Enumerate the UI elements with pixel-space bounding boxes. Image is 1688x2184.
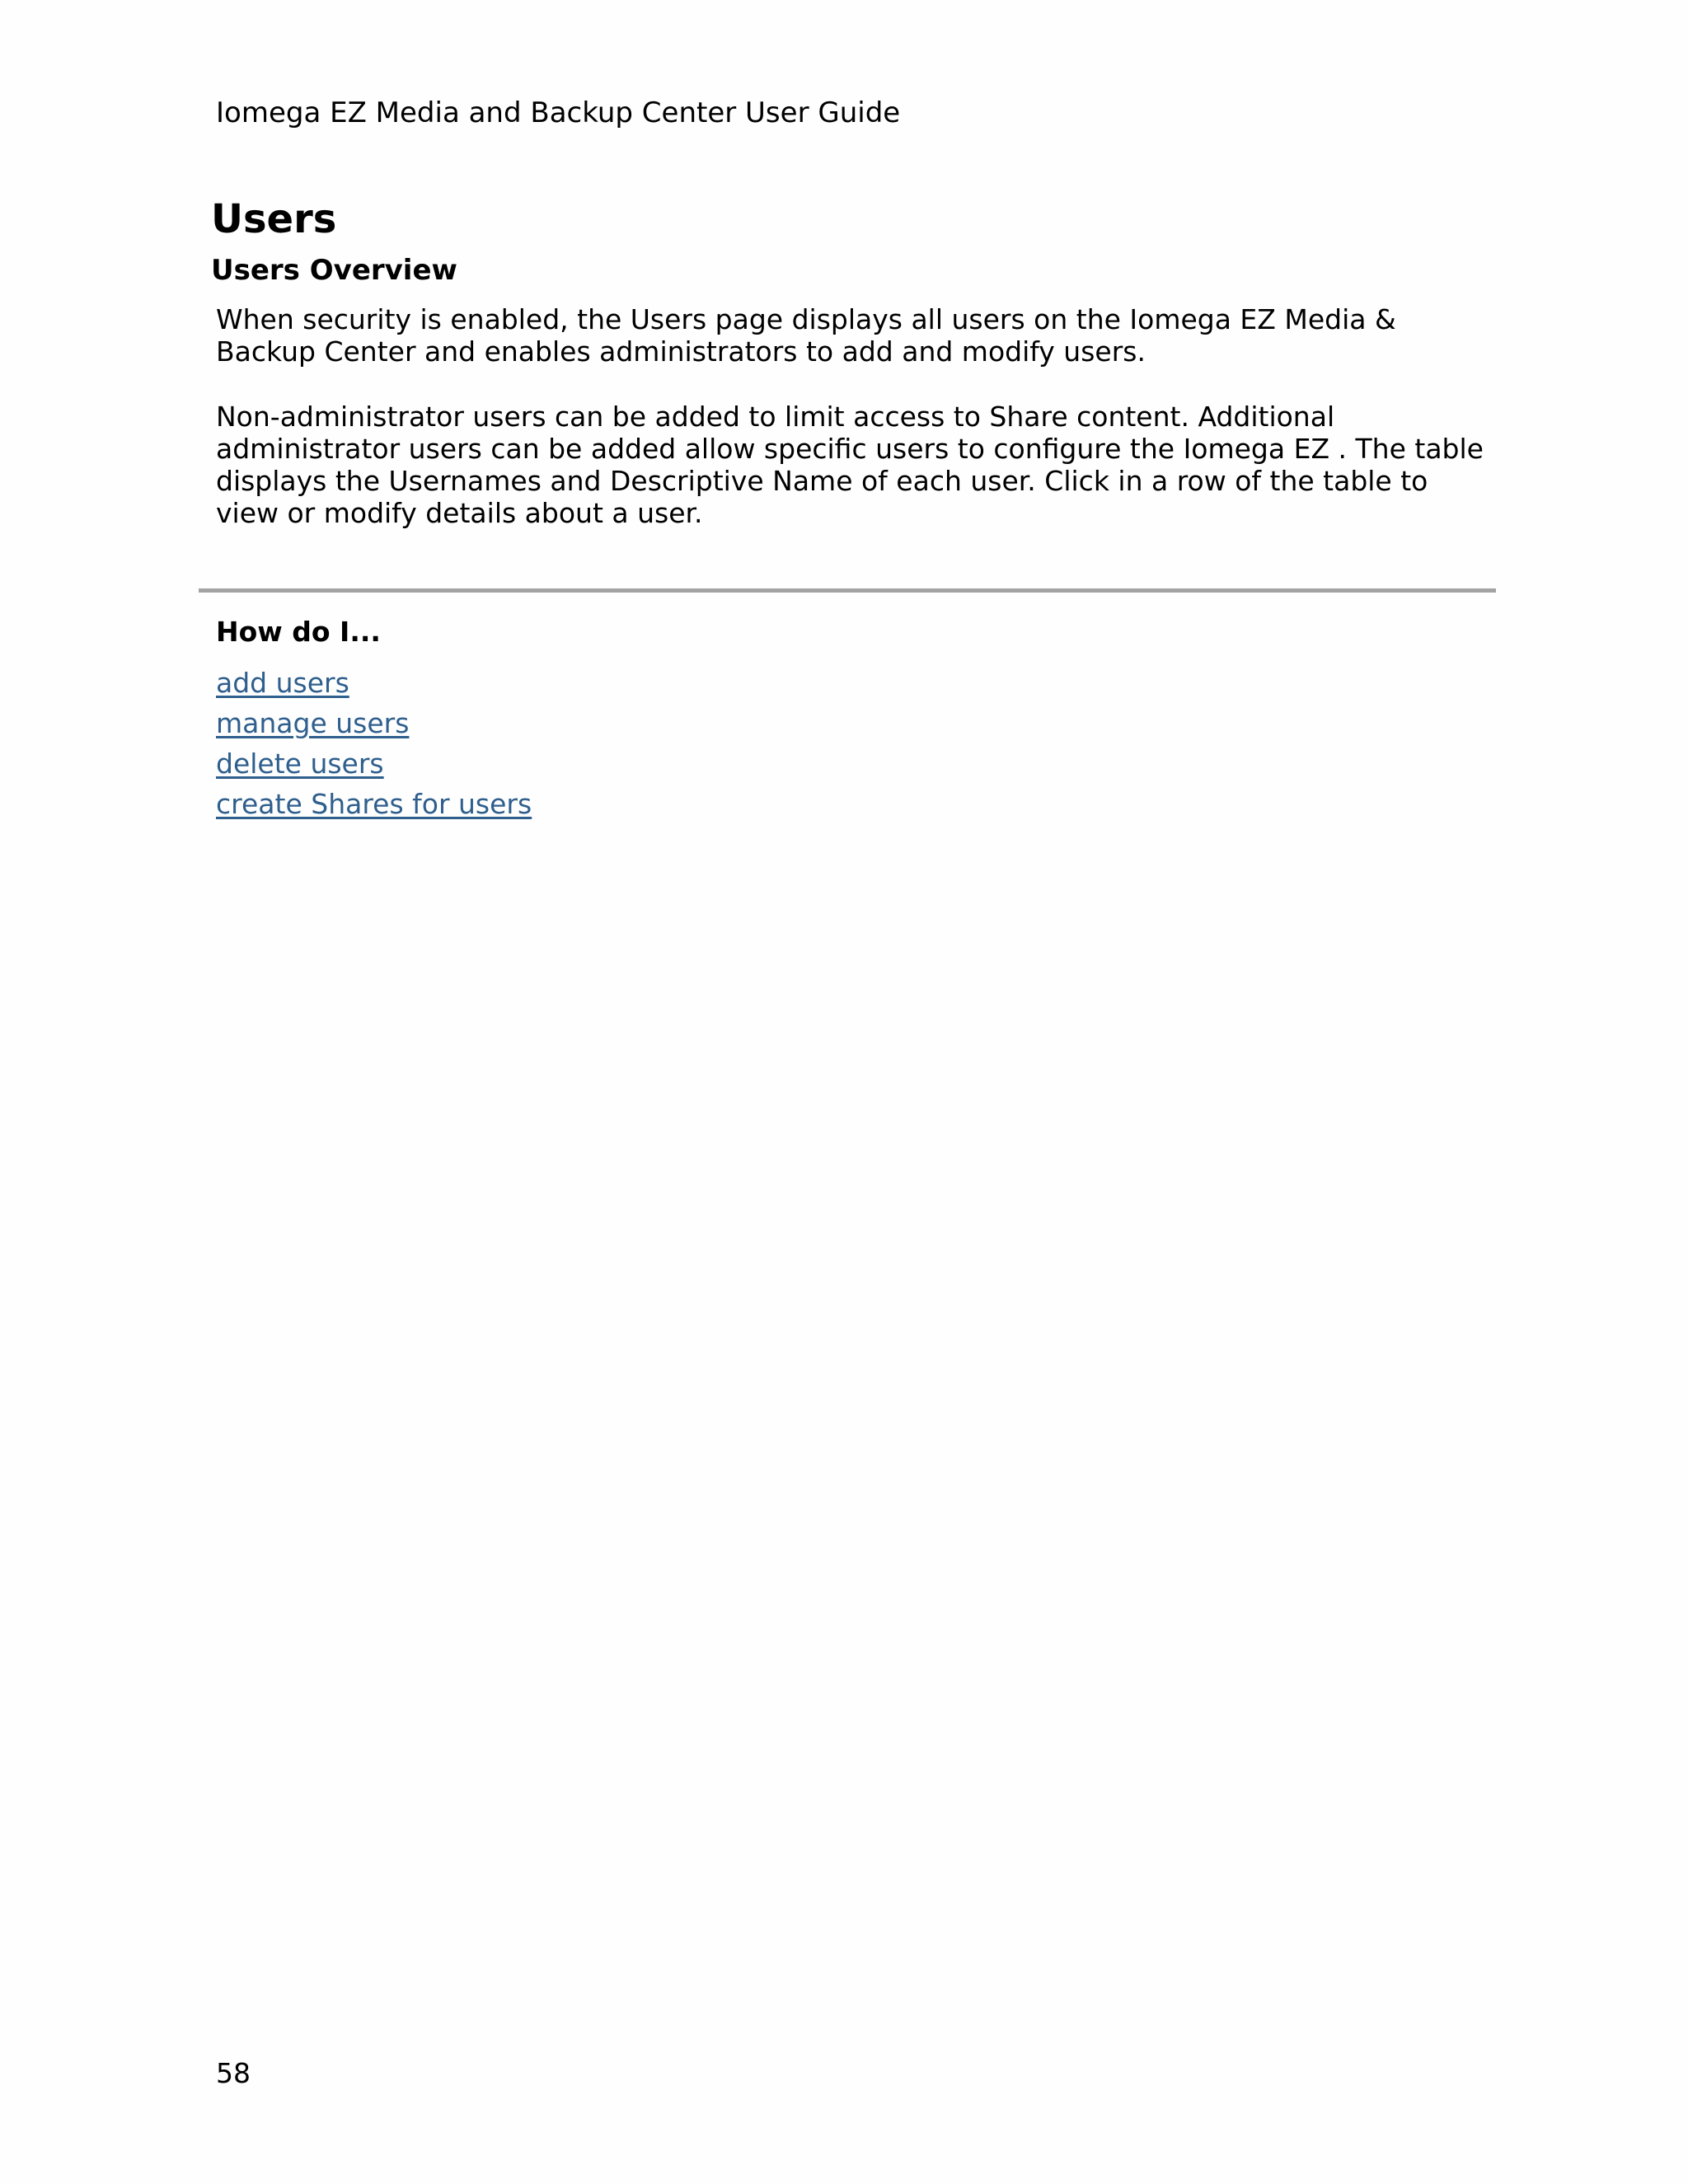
list-item	[216, 663, 532, 703]
create-shares-for-users-link[interactable]: create Shares for users	[216, 788, 532, 820]
manage-users-link[interactable]: manage users	[216, 707, 410, 739]
how-do-i-link-list	[216, 663, 532, 824]
section-heading-users-overview: Users Overview	[211, 254, 457, 287]
list-item	[216, 784, 532, 824]
list-item	[216, 703, 532, 743]
details-paragraph: Non-administrator users can be added to limit access to Share content. Additional administrator users can be added allow specific users to configure the Iomega EZ . The table displays the Usernames and Descriptive Name of each user. Click in a row of the table to view or modify details about a user.	[216, 401, 1484, 529]
overview-paragraph: When security is enabled, the Users page displays all users on the Iomega EZ Media & Backup Center and enables administrators to add and modify users.	[216, 303, 1396, 368]
section-divider	[199, 588, 1496, 593]
list-item	[216, 743, 532, 784]
how-do-i-heading: How do I...	[216, 616, 381, 648]
page-number: 58	[216, 2057, 251, 2089]
document-header: Iomega EZ Media and Backup Center User Guide	[216, 96, 901, 129]
add-users-link[interactable]: add users	[216, 667, 349, 699]
delete-users-link[interactable]: delete users	[216, 748, 384, 780]
page-title: Users	[211, 196, 337, 242]
